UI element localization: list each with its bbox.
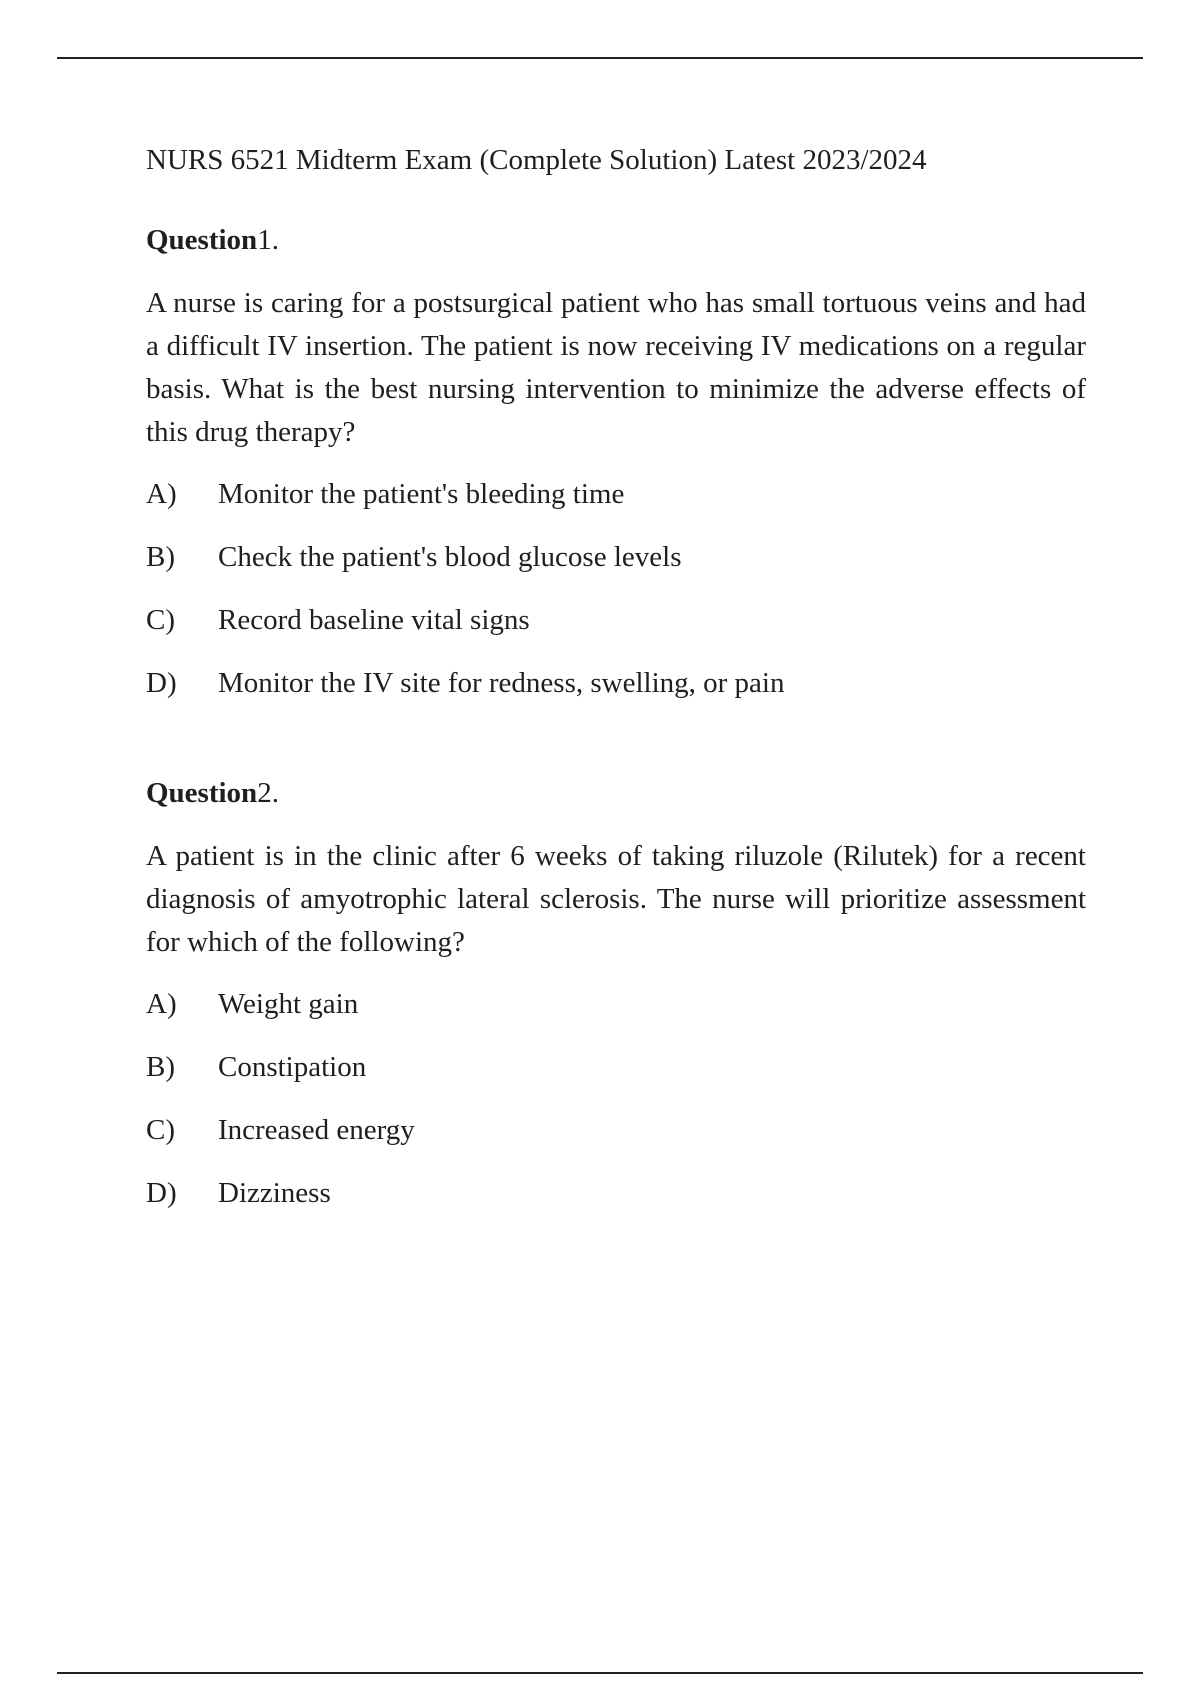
option-a	[146, 474, 1086, 514]
question-label: Question	[146, 224, 258, 256]
option-c	[146, 600, 1086, 640]
header-rule	[57, 57, 1143, 59]
document-page	[146, 140, 1086, 1236]
option-a	[146, 984, 1086, 1024]
option-text: Record baseline vital signs	[218, 604, 530, 636]
option-c	[146, 1110, 1086, 1150]
option-text: Dizziness	[218, 1177, 331, 1209]
footer-rule	[57, 1672, 1143, 1674]
option-letter: D)	[146, 667, 177, 699]
question-heading	[146, 773, 1086, 813]
option-letter: B)	[146, 1051, 175, 1083]
question-text: A nurse is caring for a postsurgical patient who has small tortuous veins and had a difficult IV insertion. The patient is now receiving IV medications on a regular basis. What is the best nursing intervention to minimize the adverse effects of this drug therapy?	[146, 287, 1086, 448]
question-1	[146, 220, 1086, 703]
option-letter: D)	[146, 1177, 177, 1209]
question-number: 2.	[257, 777, 279, 809]
question-number: 1.	[257, 224, 279, 256]
option-d	[146, 1173, 1086, 1213]
question-text: A patient is in the clinic after 6 weeks of taking riluzole (Rilutek) for a recent diagnosis of amyotrophic lateral sclerosis. The nurse will prioritize assessment for which of the following?	[146, 840, 1086, 958]
option-text: Monitor the patient's bleeding time	[218, 478, 625, 510]
question-heading	[146, 220, 1086, 260]
option-text: Increased energy	[218, 1114, 415, 1146]
document-title: NURS 6521 Midterm Exam (Complete Solution) Latest 2023/2024	[146, 144, 927, 176]
option-b	[146, 537, 1086, 577]
option-letter: C)	[146, 604, 175, 636]
option-text: Monitor the IV site for redness, swelling, or pain	[218, 667, 785, 699]
question-label: Question	[146, 777, 258, 809]
option-text: Constipation	[218, 1051, 367, 1083]
option-letter: A)	[146, 988, 177, 1020]
question-2	[146, 773, 1086, 1213]
option-letter: A)	[146, 478, 177, 510]
option-text: Check the patient's blood glucose levels	[218, 541, 682, 573]
option-letter: C)	[146, 1114, 175, 1146]
option-list	[146, 984, 1086, 1213]
option-b	[146, 1047, 1086, 1087]
option-d	[146, 663, 1086, 703]
option-list	[146, 474, 1086, 703]
option-letter: B)	[146, 541, 175, 573]
option-text: Weight gain	[218, 988, 359, 1020]
